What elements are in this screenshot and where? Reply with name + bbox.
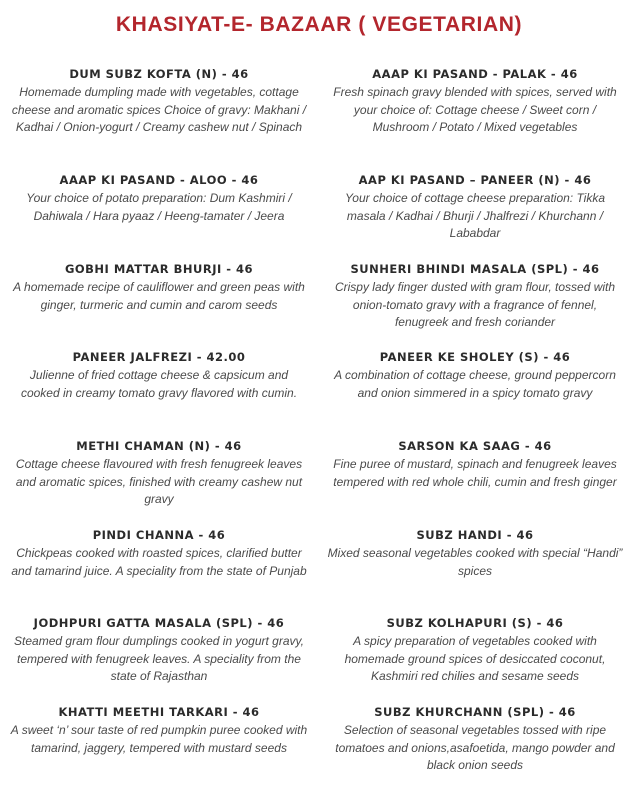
menu-item-name: KHATTI MEETHI TARKARI - 46 <box>58 705 260 719</box>
menu-item-description: Mixed seasonal vegetables cooked with special “Handi” spices <box>327 546 623 578</box>
menu-item-name: GOBHI MATTAR BHURJI - 46 <box>64 262 254 276</box>
page-title: KHASIYAT-E- BAZAAR ( VEGETARIAN) <box>115 13 523 36</box>
menu-item <box>9 172 309 225</box>
menu-item-description: Chickpeas cooked with roasted spices, clarified butter and tamarind juice. A speciality from the state of Punjab <box>11 546 307 578</box>
menu-item-name: SARSON KA SAAG - 46 <box>398 439 552 453</box>
menu-item <box>325 704 625 775</box>
menu-item <box>325 615 625 686</box>
menu-item-description: Your choice of potato preparation: Dum Kashmiri / Dahiwala / Hara pyaaz / Heeng-tamater / Jeera <box>26 191 292 223</box>
menu-item <box>325 438 625 491</box>
menu-item-name: DUM SUBZ KOFTA (N) - 46 <box>69 67 249 81</box>
menu-item-description: Steamed gram flour dumplings cooked in yogurt gravy, tempered with fenugreek leaves. A speciality from the state of Rajasthan <box>14 634 304 683</box>
menu-item-name: METHI CHAMAN (N) - 46 <box>76 439 242 453</box>
menu-item-name: PANEER JALFREZI - 42.00 <box>72 350 246 364</box>
menu-item <box>9 438 309 509</box>
menu-item-name: JODHPURI GATTA MASALA (SPL) - 46 <box>33 616 285 630</box>
menu-item-name: AAP KI PASAND – PANEER (N) - 46 <box>358 173 592 187</box>
menu-item-description: Homemade dumpling made with vegetables, cottage cheese and aromatic spices Choice of gravy: Makhani / Kadhai / Onion-yogurt / Creamy cashew nut / Spinach <box>11 85 307 134</box>
menu-item-name: SUBZ KHURCHANN (SPL) - 46 <box>374 705 576 719</box>
menu-item <box>325 66 625 137</box>
menu-item <box>9 66 309 137</box>
menu-item-name: SUNHERI BHINDI MASALA (SPL) - 46 <box>350 262 600 276</box>
menu-item <box>9 704 309 757</box>
menu-item-description: A spicy preparation of vegetables cooked with homemade ground spices of desiccated coconut, Kashmiri red chilies and sesame seeds <box>344 634 606 683</box>
menu-item-description: A sweet ‘n’ sour taste of red pumpkin puree cooked with tamarind, jaggery, tempered with mustard seeds <box>10 723 308 755</box>
menu-item-name: AAAP KI PASAND - ALOO - 46 <box>59 173 259 187</box>
menu-item-name: PINDI CHANNA - 46 <box>92 528 226 542</box>
menu-item <box>325 349 625 402</box>
menu-item-name: AAAP KI PASAND - PALAK - 46 <box>372 67 578 81</box>
menu-item-description: Your choice of cottage cheese preparation: Tikka masala / Kadhai / Bhurji / Jhalfrezi / Khurchann / Lababdar <box>344 191 606 240</box>
menu-item <box>325 261 625 332</box>
menu-item-description: Fine puree of mustard, spinach and fenugreek leaves tempered with red whole chili, cumin and fresh ginger <box>333 457 617 489</box>
menu-item <box>325 527 625 580</box>
menu-item <box>9 527 309 580</box>
menu-item <box>9 615 309 686</box>
menu-item-name: SUBZ HANDI - 46 <box>416 528 534 542</box>
menu-item-description: A combination of cottage cheese, ground peppercorn and onion simmered in a spicy tomato gravy <box>334 368 616 400</box>
menu-item-description: Selection of seasonal vegetables tossed with ripe tomatoes and onions,asafoetida, mango powder and black onion seeds <box>335 723 615 772</box>
menu-item <box>9 261 309 314</box>
menu-item-description: Fresh spinach gravy blended with spices, served with your choice of: Cottage cheese / Sweet corn / Mushroom / Potato / Mixed vegetables <box>333 85 617 134</box>
menu-item <box>9 349 309 402</box>
menu-item-description: Julienne of fried cottage cheese & capsicum and cooked in creamy tomato gravy flavored with cumin. <box>20 368 298 400</box>
menu-item <box>325 172 625 243</box>
menu-item-description: Crispy lady finger dusted with gram flour, tossed with onion-tomato gravy with a fragrance of fennel, fenugreek and fresh coriander <box>334 280 616 329</box>
menu-item-name: PANEER KE SHOLEY (S) - 46 <box>379 350 571 364</box>
menu-item-description: A homemade recipe of cauliflower and green peas with ginger, turmeric and cumin and carom seeds <box>13 280 305 312</box>
menu-item-description: Cottage cheese flavoured with fresh fenugreek leaves and aromatic spices, finished with creamy cashew nut gravy <box>15 457 303 506</box>
menu-item-name: SUBZ KOLHAPURI (S) - 46 <box>386 616 564 630</box>
